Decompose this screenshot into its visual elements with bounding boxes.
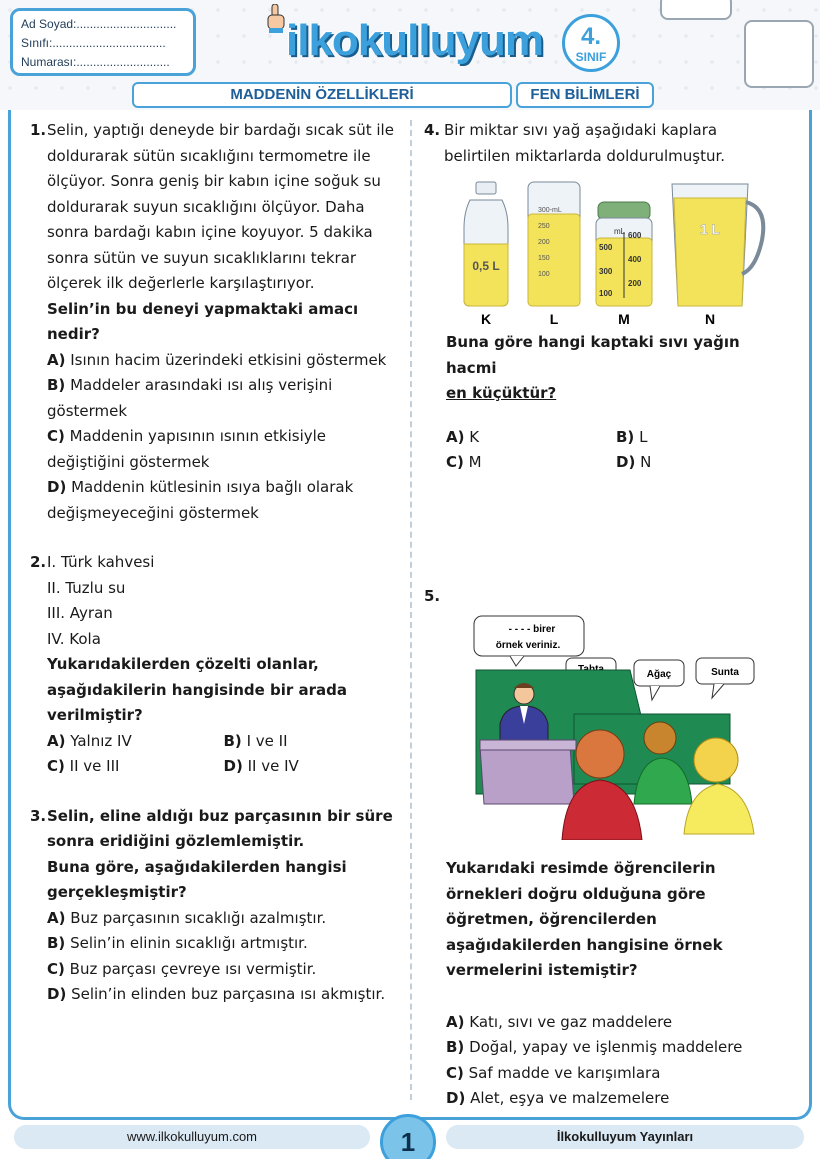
question-4	[424, 118, 784, 169]
option-key: C)	[47, 959, 65, 978]
student-name-field[interactable]: Ad Soyad:..............................	[21, 17, 177, 31]
option-text: Katı, sıvı ve gaz maddelere	[469, 1012, 673, 1031]
option-a[interactable]	[446, 425, 616, 451]
option-b[interactable]	[47, 931, 400, 957]
option-d[interactable]	[616, 450, 786, 476]
question-prompt: Yukarıdaki resimde öğrencilerin örnekleri doğru olduğuna göre öğretmen, öğrencilerden aşağıdakilerden hangisine örnek vermelerini istemiştir?	[446, 859, 723, 979]
jug-n	[672, 184, 763, 306]
options-row	[446, 450, 786, 476]
student-number-field[interactable]: Numarası:............................	[21, 55, 170, 69]
option-c[interactable]	[47, 424, 400, 475]
containers-figure	[456, 178, 772, 328]
page-number: 1	[380, 1114, 436, 1159]
question-5-number-block	[424, 584, 464, 610]
question-number: 4.	[424, 121, 441, 139]
options-row	[47, 729, 400, 755]
question-2	[30, 550, 400, 780]
option-b[interactable]	[616, 425, 786, 451]
bubble-text: Ağaç	[646, 669, 672, 680]
bubble-text: - - - - birer	[508, 624, 556, 635]
jug-n-volume: 1 L	[699, 221, 721, 237]
option-key: B)	[446, 1038, 465, 1056]
pointing-hand-icon	[264, 4, 288, 34]
option-key: D)	[616, 453, 636, 471]
option-key: A)	[446, 427, 465, 446]
option-d[interactable]	[47, 475, 400, 526]
student-speech-bubble-3	[696, 658, 754, 698]
score-box	[744, 20, 814, 88]
question-prompt: Selin’in bu deneyi yapmaktaki amacı nedir?	[47, 299, 359, 343]
option-key: A)	[47, 908, 66, 927]
option-text: Maddeler arasındaki ısı alış verişini göstermek	[47, 376, 333, 420]
option-text: I ve II	[246, 731, 288, 750]
bubble-text: Sunta	[711, 667, 739, 678]
option-c[interactable]	[47, 754, 224, 780]
option-text: Alet, eşya ve malzemelere	[470, 1089, 670, 1107]
option-text: II ve III	[69, 757, 120, 775]
option-key: B)	[223, 731, 242, 750]
option-key: B)	[616, 427, 635, 446]
student-class-field[interactable]: Sınıfı:..................................	[21, 36, 166, 50]
question-number: 3.	[30, 806, 47, 825]
question-stem: Bir miktar sıvı yağ aşağıdaki kaplara belirtilen miktarlarda doldurulmuştur.	[444, 121, 726, 165]
question-stem: Selin, eline aldığı buz parçasının bir süre sonra eridiğini gözlemlemiştir.	[47, 806, 393, 850]
question-prompt: Buna göre hangi kaptaki sıvı yağın hacmi	[446, 333, 740, 377]
teacher-speech-bubble	[474, 616, 584, 666]
subject-title: FEN BİLİMLERİ	[516, 82, 654, 108]
option-text: Buz parçasının sıcaklığı azalmıştır.	[70, 908, 327, 927]
option-text: Yalnız IV	[70, 731, 132, 750]
list-item: III. Ayran	[47, 604, 113, 622]
option-a[interactable]	[47, 348, 400, 374]
desk-top	[480, 740, 576, 750]
option-key: A)	[446, 1012, 465, 1031]
option-key: A)	[47, 350, 66, 369]
option-text: Saf madde ve karışımlara	[468, 1063, 661, 1082]
option-c[interactable]	[446, 1061, 792, 1087]
option-text: L	[639, 427, 648, 446]
option-d[interactable]	[224, 754, 401, 780]
option-text: N	[640, 453, 652, 471]
option-key: D)	[47, 478, 67, 496]
grade-label: SINIF	[575, 50, 607, 64]
list-item: I. Türk kahvesi	[47, 553, 155, 571]
option-key: A)	[47, 731, 66, 750]
teacher-desk	[480, 746, 574, 804]
option-c[interactable]	[446, 450, 616, 476]
container-label-m: M	[618, 311, 630, 327]
tick-label: 600	[628, 231, 642, 240]
column-divider	[410, 120, 412, 1100]
question-prompt-underlined: en küçüktür?	[446, 384, 557, 402]
tick-label: 250	[538, 223, 550, 230]
grade-badge	[562, 14, 620, 72]
unit-label: mL	[614, 227, 626, 236]
option-key: C)	[446, 1063, 464, 1082]
grade-number: 4.	[580, 23, 601, 50]
classroom-illustration	[470, 614, 762, 840]
student-info-box	[10, 8, 196, 76]
left-column	[30, 118, 400, 1008]
options-row	[47, 754, 400, 780]
option-key: B)	[47, 934, 66, 952]
option-key: C)	[47, 427, 65, 445]
option-text: Isının hacim üzerindeki etkisini göstermek	[70, 350, 387, 369]
cylinder-l	[528, 182, 580, 306]
jar-m	[596, 202, 652, 306]
question-5-text-block	[446, 856, 792, 1112]
tick-label: 100	[599, 289, 613, 298]
option-a[interactable]	[47, 729, 224, 755]
tick-label: 300	[599, 267, 613, 276]
tick-label: 500	[599, 243, 613, 252]
bubble-text: örnek veriniz.	[495, 640, 561, 651]
top-corner-box	[660, 0, 732, 20]
logo-text: ilkokulluyum	[286, 16, 543, 65]
question-number: 5.	[424, 587, 441, 605]
tick-label: 300-mL	[538, 207, 562, 214]
option-text: Doğal, yapay ve işlenmiş maddelere	[469, 1038, 743, 1056]
option-b[interactable]	[224, 729, 401, 755]
option-key: B)	[47, 376, 66, 394]
question-prompt: Yukarıdakilerden çözelti olanlar, aşağıdakilerin hangisinde bir arada verilmiştir?	[47, 655, 348, 724]
right-column	[424, 118, 784, 169]
bottle-k-volume: 0,5 L	[472, 259, 500, 273]
page-footer	[0, 1120, 820, 1159]
list-item: IV. Kola	[47, 629, 101, 648]
container-label-n: N	[704, 311, 716, 327]
option-text: Buz parçası çevreye ısı vermiştir.	[69, 959, 317, 978]
option-text: II ve IV	[247, 757, 299, 775]
website-link[interactable]: www.ilkokulluyum.com	[14, 1125, 370, 1149]
tick-label: 200	[538, 239, 550, 246]
option-key: C)	[47, 757, 65, 775]
publisher-name: İlkokulluyum Yayınları	[446, 1125, 804, 1149]
tick-label: 100	[538, 271, 550, 278]
question-number: 2.	[30, 553, 47, 571]
option-a[interactable]	[446, 1010, 792, 1036]
option-text: Selin’in elinden buz parçasına ısı akmıştır.	[71, 985, 386, 1003]
option-b[interactable]	[47, 373, 400, 424]
tick-label: 200	[628, 279, 642, 288]
option-c[interactable]	[47, 957, 400, 983]
option-b[interactable]	[446, 1035, 792, 1061]
tick-label: 150	[538, 255, 550, 262]
container-label-l: L	[549, 311, 559, 327]
student-speech-bubble-2	[634, 660, 684, 700]
option-a[interactable]	[47, 906, 400, 932]
option-key: C)	[446, 453, 464, 471]
option-key: D)	[446, 1089, 466, 1107]
question-number: 1.	[30, 121, 47, 139]
question-3	[30, 804, 400, 1008]
container-label-k: K	[480, 311, 492, 327]
option-text: K	[469, 427, 480, 446]
option-key: D)	[223, 757, 243, 775]
option-text: Selin’in elinin sıcaklığı artmıştır.	[70, 934, 308, 952]
question-1	[30, 118, 400, 526]
logo	[262, 6, 562, 76]
list-item: II. Tuzlu su	[47, 578, 126, 597]
question-4-prompt-block	[446, 330, 786, 476]
tick-label: 400	[628, 255, 642, 264]
bottle-k	[464, 182, 508, 306]
option-key: D)	[47, 985, 67, 1003]
options-row	[446, 425, 786, 451]
option-d[interactable]	[446, 1086, 792, 1112]
topic-title: MADDENİN ÖZELLİKLERİ	[132, 82, 512, 108]
option-text: M	[468, 453, 482, 471]
option-text: Maddenin kütlesinin ısıya bağlı olarak değişmeyeceğini göstermek	[47, 478, 354, 522]
option-text: Maddenin yapısının ısının etkisiyle değiştiğini göstermek	[47, 427, 327, 471]
option-d[interactable]	[47, 982, 400, 1008]
page-header	[0, 0, 820, 110]
question-prompt: Buna göre, aşağıdakilerden hangisi gerçekleşmiştir?	[47, 857, 347, 901]
question-stem: Selin, yaptığı deneyde bir bardağı sıcak süt ile doldurarak sütün sıcaklığını termometre ile ölçüyor. Sonra geniş bir kabın içine soğuk su doldurarak suyun sıcaklığını ölçüyor. Daha sonra bardağı kabın içine koyuyor. 5 dakika sonra sütün ve suyun sıcaklıklarını tekrar ölçerek ilk değerlerle karşılaştırıyor.	[47, 121, 394, 292]
